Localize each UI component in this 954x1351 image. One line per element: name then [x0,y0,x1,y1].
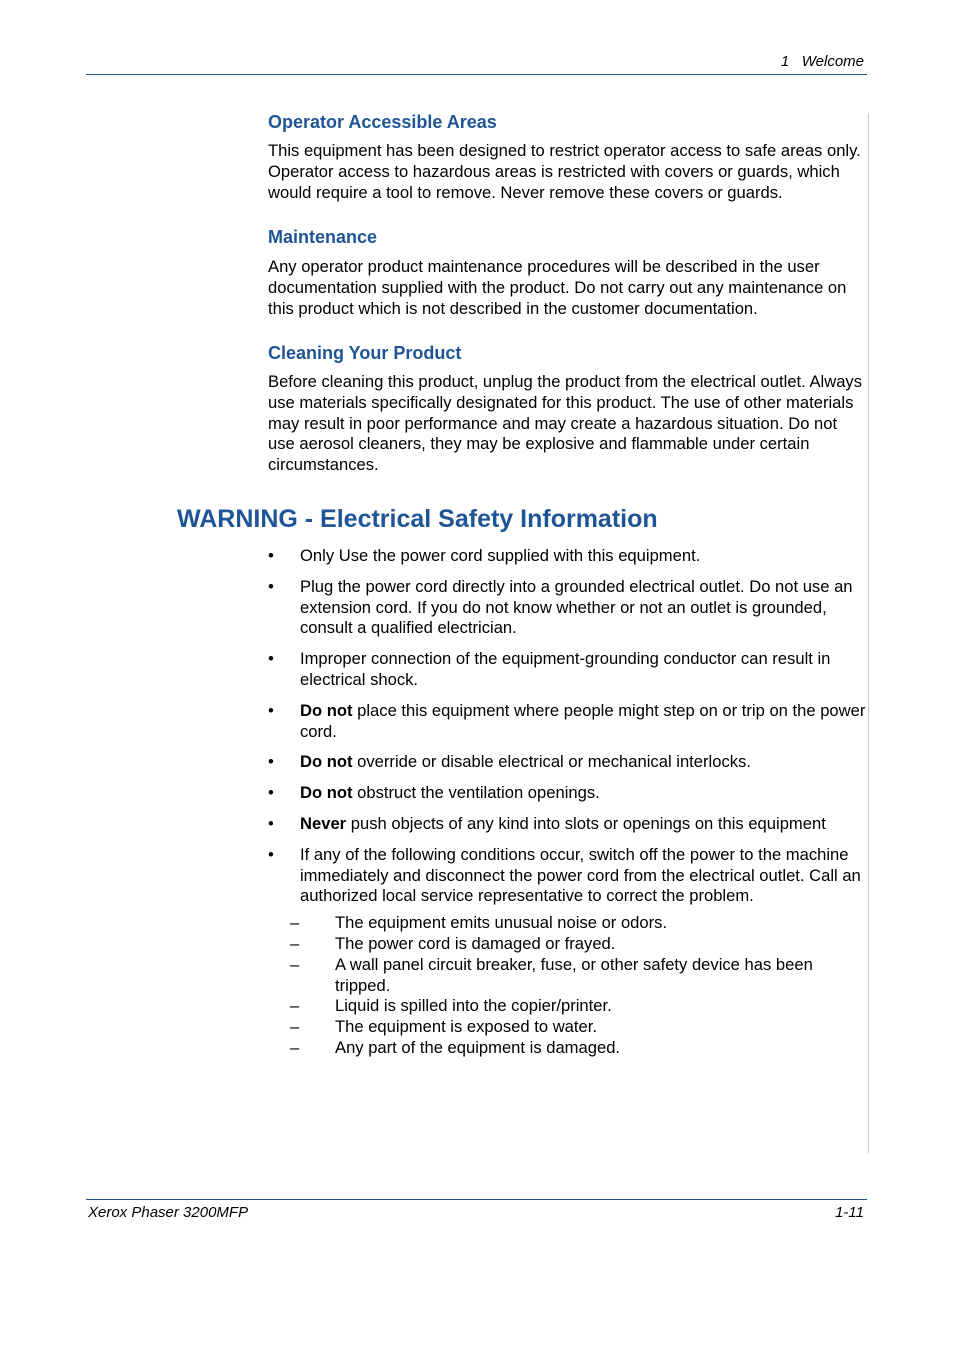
section-text-cleaning: Before cleaning this product, unplug the product from the electrical outlet. Always use materials specifically designated for this product. The use of other materials may result in poor performance and may create a hazardous situation. Do not use aerosol cleaners, they may be explosive and flammable under certain circumstances. [268,372,863,475]
bullet-icon: • [268,649,274,669]
dash-icon: – [290,954,300,974]
list-item: – Liquid is spilled into the copier/printer. [290,996,612,1016]
bullet-icon: • [268,813,274,833]
conditions-list [290,913,868,1059]
list-item: • Never push objects of any kind into slots or openings on this equipment [268,813,826,833]
list-item: • If any of the following conditions occur, switch off the power to the machine immediately and disconnect the power cord from the electrical outlet. Call an authorized local service representative to correct the problem. – The equipment emits unusual noise or odors. – The power cord is damaged or frayed. – A wall panel circuit breaker, fuse, or other safety device has been tripped. – Liquid is spilled into the copier/printer. – The equipment is exposed to water. – Any part of the equipment is damaged. [268,845,868,1059]
dash-icon: – [290,1037,300,1057]
list-item: – The power cord is damaged or frayed. [290,933,616,953]
list-item: – The equipment is exposed to water. [290,1017,597,1037]
dash-icon: – [290,1017,300,1037]
margin-rule [868,113,869,1153]
list-item: – A wall panel circuit breaker, fuse, or other safety device has been tripped. [290,954,813,995]
list-item: • Improper connection of the equipment-grounding conductor can result in electrical shock. [268,649,831,689]
warning-heading: WARNING - Electrical Safety Information [177,505,658,533]
warning-bullet-list [268,546,868,1069]
section-text-maintenance: Any operator product maintenance procedures will be described in the user documentation supplied with the product. Do not carry out any maintenance on this product which is not described in the customer documentation. [268,257,847,318]
list-item: • Do not override or disable electrical or mechanical interlocks. [268,752,751,772]
bullet-icon: • [268,700,274,720]
list-item: • Do not place this equipment where people might step on or trip on the power cord. [268,700,866,741]
bullet-icon: • [268,546,274,565]
section-heading-cleaning: Cleaning Your Product [268,343,462,363]
footer-product-name: Xerox Phaser 3200MFP [88,1204,249,1221]
list-item: • Plug the power cord directly into a grounded electrical outlet. Do not use an extension cord. If you do not know whether or not an outlet is grounded, consult a qualified electrician. [268,576,853,638]
header-rule [86,74,867,75]
bullet-icon: • [268,576,274,596]
bullet-icon: • [268,752,274,772]
dash-icon: – [290,933,300,953]
chapter-header: 1 Welcome [780,53,864,70]
list-item: – Any part of the equipment is damaged. [290,1037,621,1057]
dash-icon: – [290,913,300,933]
list-item: – The equipment emits unusual noise or odors. [290,913,668,933]
bullet-icon: • [268,783,274,803]
section-heading-operator-areas: Operator Accessible Areas [268,112,497,132]
list-item: • Only Use the power cord supplied with this equipment. [268,546,701,565]
bullet-icon: • [268,844,274,864]
section-text-operator-areas: This equipment has been designed to restrict operator access to safe areas only. Operator access to hazardous areas is restricted with covers or guards, which would require a tool to remove. Never remove these covers or guards. [268,141,861,202]
dash-icon: – [290,996,300,1016]
footer-rule [86,1199,867,1200]
footer-page-number: 1-11 [835,1204,864,1221]
section-heading-maintenance: Maintenance [268,227,378,247]
list-item: • Do not obstruct the ventilation openings. [268,783,600,803]
